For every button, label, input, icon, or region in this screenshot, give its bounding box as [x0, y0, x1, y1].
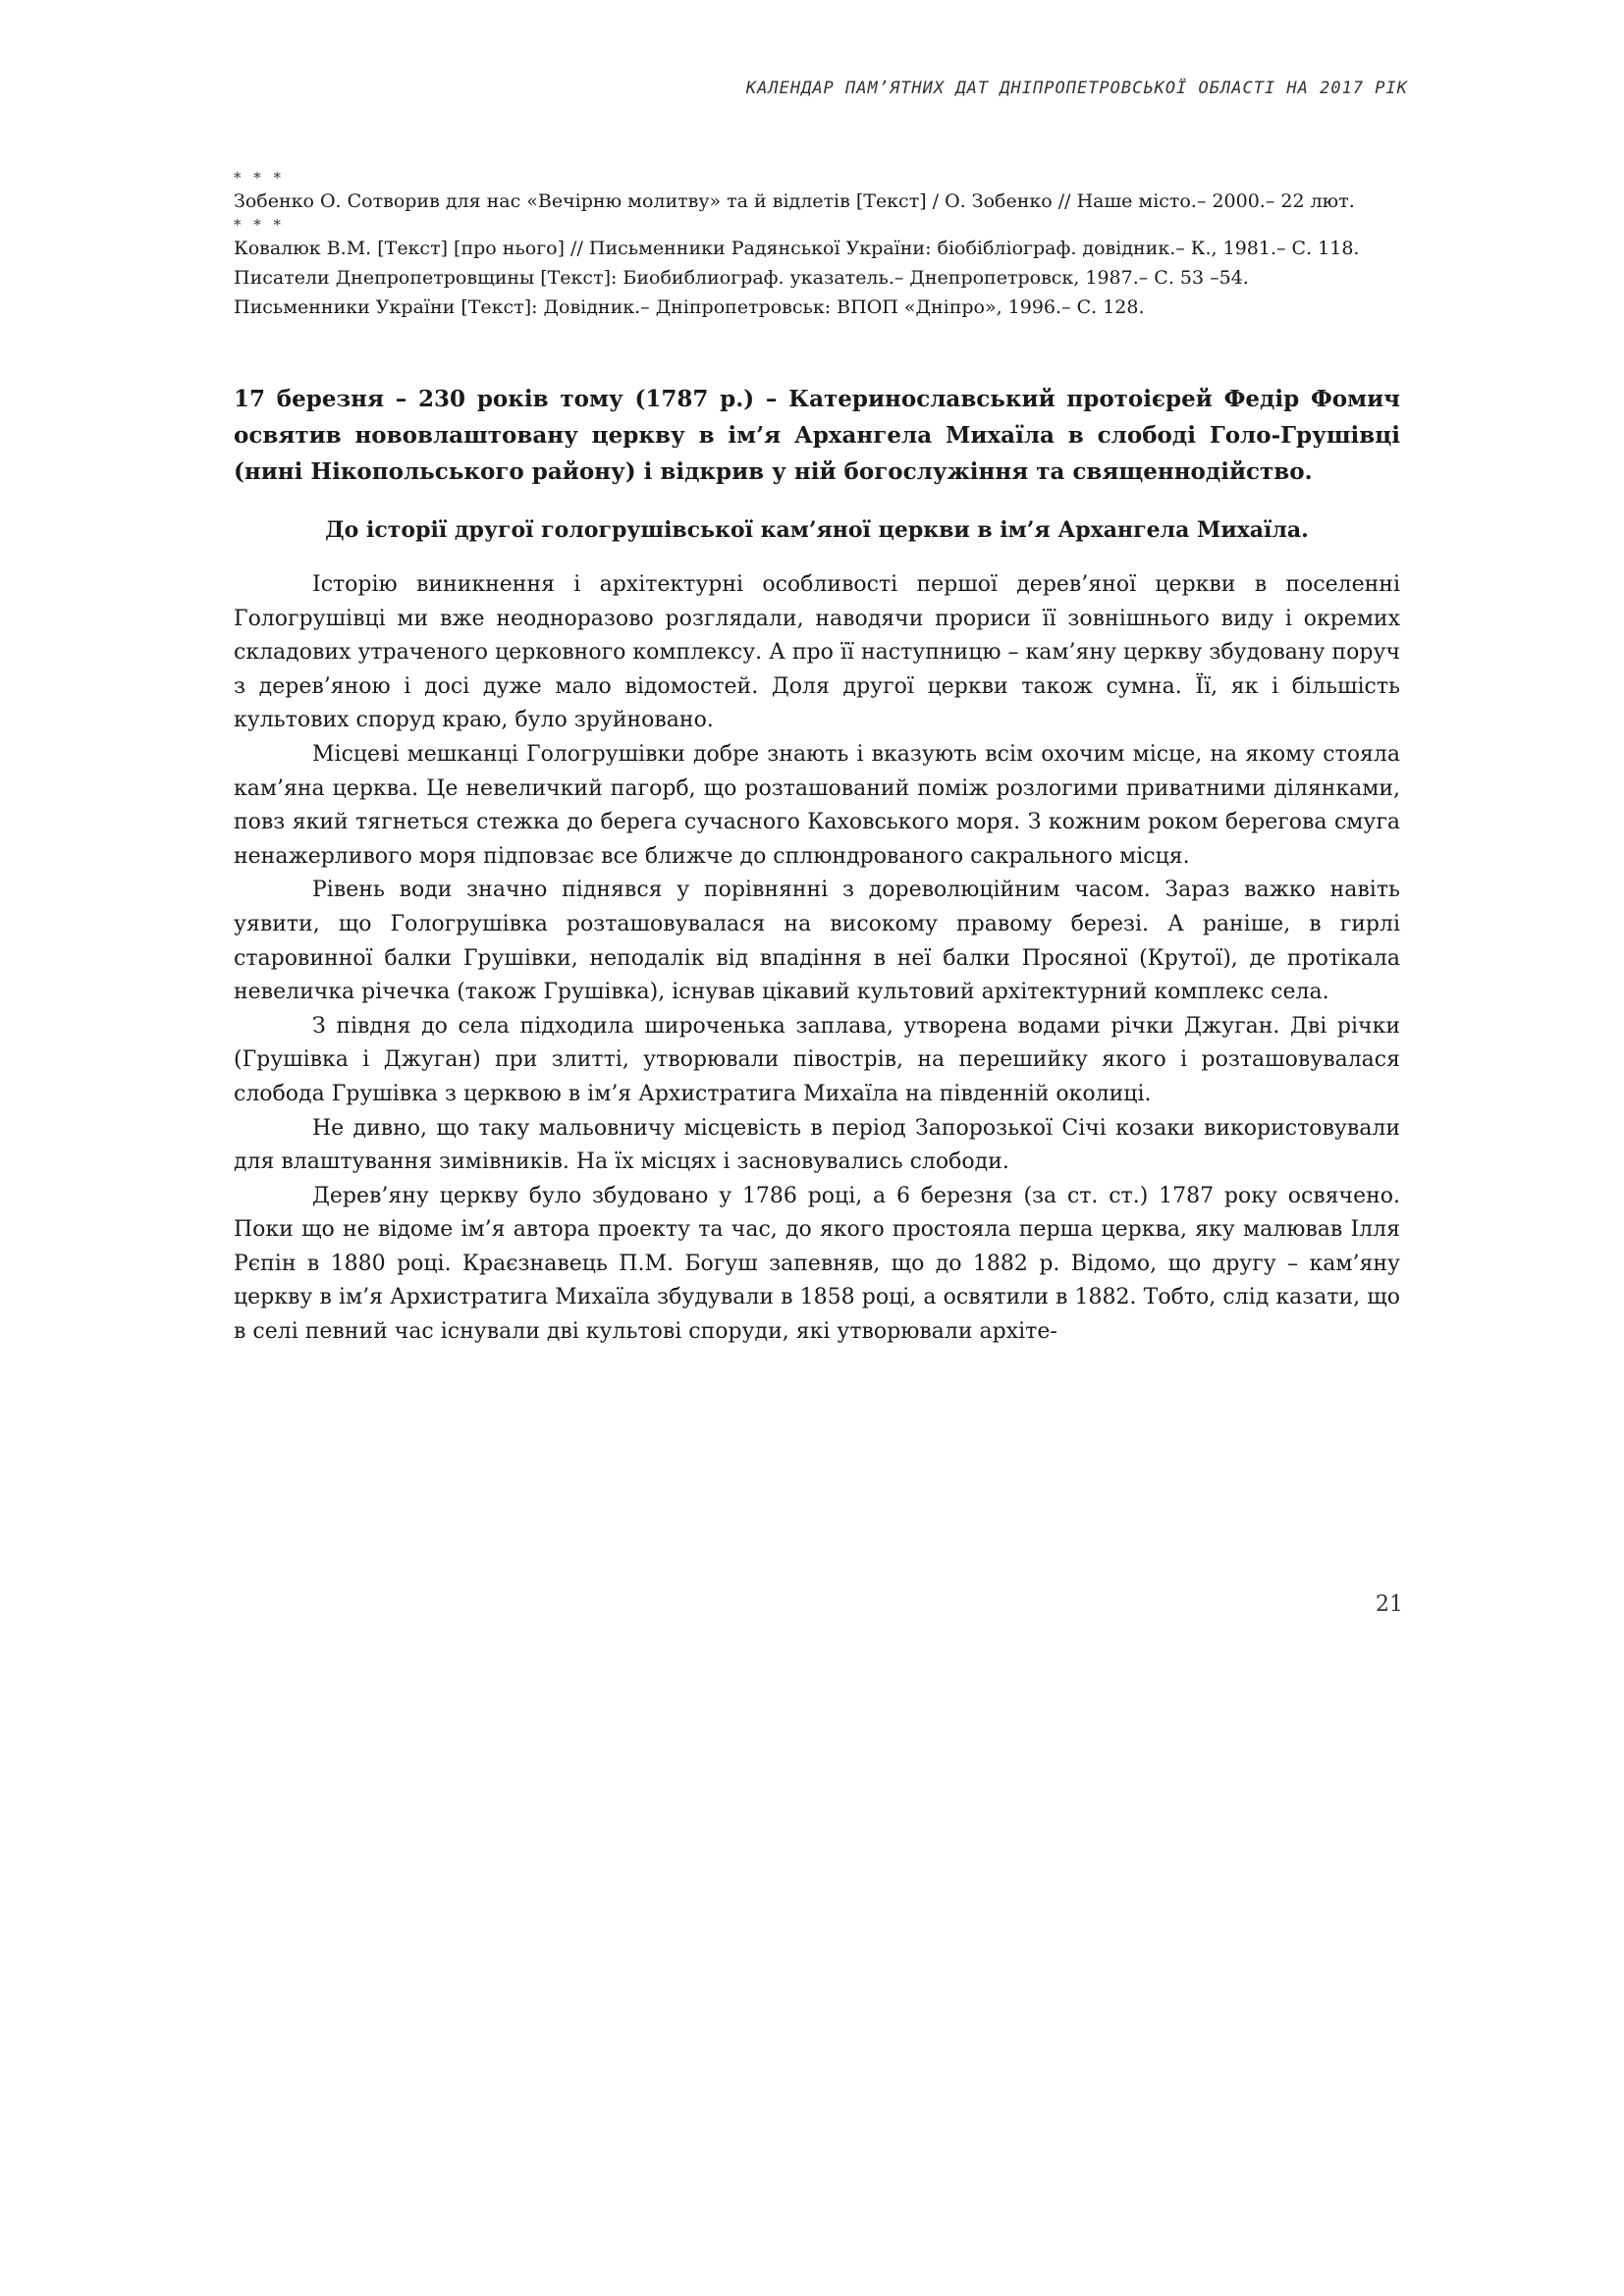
bibliography-entry: Письменники України [Текст]: Довідник.– Дніпропетровськ: ВПОП «Дніпро», 1996.– С. 128. [234, 296, 1145, 318]
paragraph: Історію виникнення і архітектурні особливості першої дерев’яної церкви в поселенні Гологрушівці ми вже неодноразово розглядали, наводячи прориси її зовнішнього виду і окремих складових утраченого церковного комплексу. А про її наступницю – кам’яну церкву збудовану поруч з дерев’яною і досі дуже мало відомостей. Доля другої церкви також сумна. Її, як і більшість культових споруд краю, було зруйновано. [234, 572, 1400, 733]
entry-heading: 17 березня – 230 років тому (1787 р.) – Катеринославський протоієрей Федір Фомич освятив нововлаштовану церкву в ім’я Архангела Михаїла в слободі Голо-Грушівці (нині Нікопольського району) і відкрив у ній богослужіння та священнодійство. [234, 386, 1400, 485]
bibliography-entry: Писатели Днепропетровщины [Текст]: Биобиблиограф. указатель.– Днепропетровск, 1987.– С. 53 –54. [234, 267, 1249, 289]
paragraph: Рівень води значно піднявся у порівнянні з дореволюційним часом. Зараз важко навіть уявити, що Гологрушівка розташовувалася на високому правому березі. А раніше, в гирлі старовинної балки Грушівки, неподалік від впадіння в неї балки Просяної (Крутої), де протікала невеличка річечка (також Грушівка), існував цікавий культовий архітектурний комплекс села. [234, 878, 1400, 1005]
entry-subheading: До історії другої гологрушівської кам’яної церкви в ім’я Архангела Михаїла. [325, 517, 1309, 543]
bibliography [234, 169, 1400, 322]
separator-stars: * * * [234, 169, 286, 187]
paragraph: Не дивно, що таку мальовничу місцевість в період Запорозької Січі козаки використовували для влаштування зимівників. На їх місцях і засновувались слободи. [234, 1115, 1400, 1175]
page-content [234, 169, 1400, 1350]
paragraph: Дерев’яну церкву було збудовано у 1786 році, а 6 березня (за ст. ст.) 1787 року освячено. Поки що не відоме ім’я автора проекту та час, до якого простояла перша церква, яку малював Ілля Рєпін в 1880 році. Краєзнавець П.М. Богуш запевняв, що до 1882 р. Відомо, що другу – кам’яну церкву в ім’я Архистратига Михаїла збудували в 1858 році, а освятили в 1882. Тобто, слід казати, що в селі певний час існували дві культові споруди, які утворювали архіте- [234, 1183, 1400, 1345]
page-number: 21 [1376, 1592, 1403, 1617]
paragraph: Місцеві мешканці Гологрушівки добре знають і вказують всім охочим місце, на якому стояла кам’яна церква. Це невеличкий пагорб, що розташований поміж розлогими приватними ділянками, повз який тягнеться стежка до берега сучасного Каховського моря. З кожним роком берегова смуга ненажерливого моря підповзає все ближче до сплюндрованого сакрального місця. [234, 741, 1400, 869]
article-body [234, 568, 1400, 1350]
bibliography-entry: Ковалюк В.М. [Текст] [про нього] // Письменники Радянської України: біобібліограф. довідник.– К., 1981.– С. 118. [234, 238, 1360, 259]
running-header: КАЛЕНДАР ПАМ’ЯТНИХ ДАТ ДНІПРОПЕТРОВСЬКОЇ ОБЛАСТІ НА 2017 РІК [745, 79, 1408, 98]
paragraph: З півдня до села підходила широченька заплава, утворена водами річки Джуган. Дві річки (Грушівка і Джуган) при злитті, утворювали півострів, на перешийку якого і розташовувалася слобода Грушівка з церквою в ім’я Архистратига Михаїла на південній околиці. [234, 1013, 1400, 1106]
bibliography-entry: Зобенко О. Сотворив для нас «Вечірню молитву» та й відлетів [Текст] / О. Зобенко // Наше місто.– 2000.– 22 лют. [234, 190, 1355, 212]
separator-stars: * * * [234, 216, 286, 234]
